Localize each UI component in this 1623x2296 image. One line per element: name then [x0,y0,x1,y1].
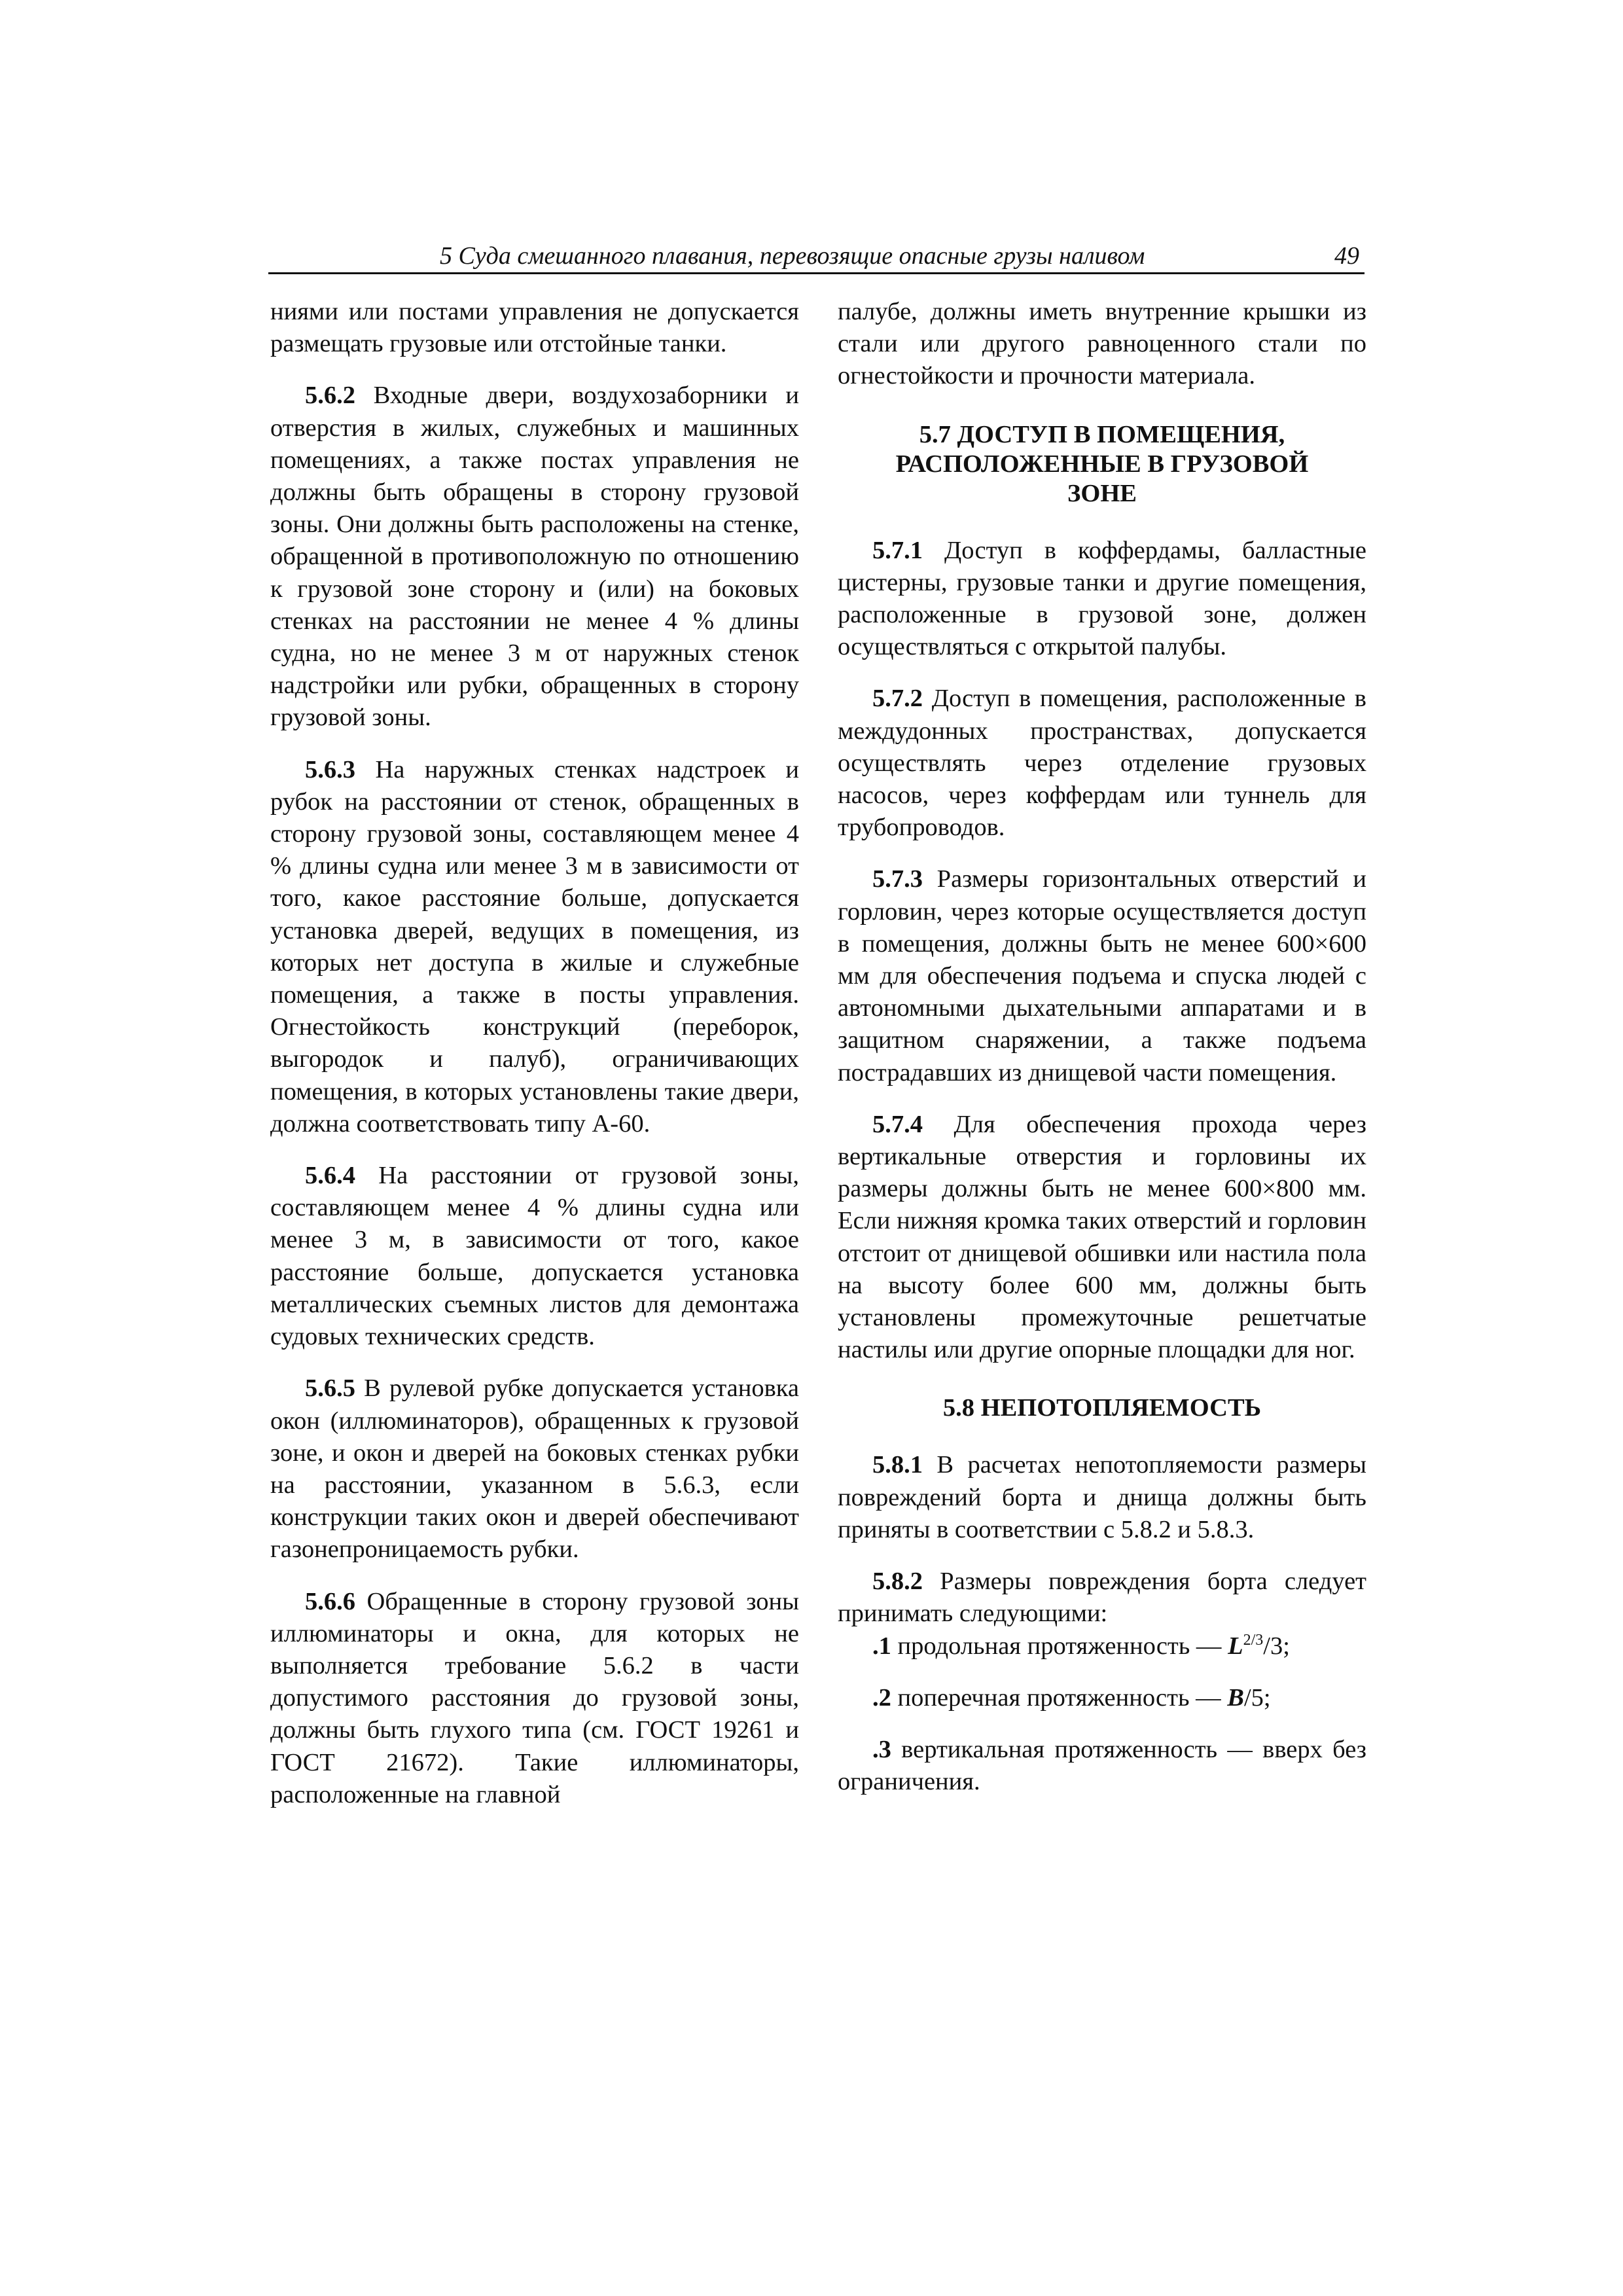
running-header-title: 5 Суда смешанного плавания, перевозящие опасные грузы наливом [440,242,1145,270]
list-item-3 [838,1734,1366,1798]
list-item-text: поперечная протяженность — [891,1683,1228,1712]
exponent: 2/3 [1243,1631,1264,1649]
clause-text: Доступ в помещения, расположенные в междудонных пространствах, допускается осуществлять через отделение грузовых насосов, через коффердам или туннель для трубопроводов. [838,685,1366,842]
list-item-number: .2 [872,1683,891,1712]
clause-text: На наружных стенках надстроек и рубок на расстоянии от стенок, обращенных в сторону грузовой зоны, составляющем менее 4 % длины судна или менее 3 м в зависимости от того, какое расстояние больше, допускается установка дверей, ведущих в помещения, из которых нет доступа в жилые и служебные помещения, а также в посты управления. Огнестойкость конструкций (переборок, выгородок и палуб), ограничивающих помещения, в которых установлены такие двери, должна соответствовать типу А-60. [270,755,799,1138]
clause-5-8-1 [838,1449,1366,1546]
clause-text: На расстоянии от грузовой зоны, составляющем менее 4 % длины судна или менее 3 м, в зависимости от того, какое расстояние больше, допускается установка металлических съемных листов для демонтажа судовых технических средств. [270,1162,799,1351]
clause-5-6-3 [270,754,799,1140]
variable-l: L [1228,1632,1243,1660]
clause-5-7-1 [838,535,1366,664]
list-item-tail: /5; [1243,1683,1271,1712]
clause-5-8-2 [838,1566,1366,1630]
clause-5-6-5 [270,1372,799,1566]
running-header [268,240,1364,274]
paragraph-continuation [838,296,1366,393]
list-item-text: вертикальная протяженность — вверх без ограничения. [838,1735,1366,1796]
left-column [270,296,799,1831]
clause-number: 5.7.1 [872,536,923,564]
paragraph-text: ниями или постами управления не допускается размещать грузовые или отстойные танки. [270,298,799,358]
clause-number: 5.6.2 [305,382,355,410]
list-item-1 [838,1630,1366,1662]
clause-text: В расчетах непотопляемости размеры повреждений борта и днища должны быть приняты в соответствии с 5.8.2 и 5.8.3. [838,1451,1366,1543]
section-heading-5-8: 5.8 НЕПОТОПЛЯЕМОСТЬ [942,1394,1262,1422]
page-number: 49 [1334,242,1359,270]
clause-5-7-4 [838,1109,1366,1367]
clause-number: 5.7.3 [872,865,923,893]
clause-text: Входные двери, воздухозаборники и отверстия в жилых, служебных и машинных помещениях, а также постах управления не должны быть обращены в сторону грузовой зоны. Они должны быть расположены на стенке, обращенной в противоположную по отношению к грузовой зоне сторону и (или) на боковых стенках на расстоянии не менее 4 % длины судна, но не менее 3 м от наружных стенок надстройки или рубки, обращенных в сторону грузовой зоны. [270,382,799,732]
clause-number: 5.6.3 [305,755,355,783]
paragraph-text: палубе, должны иметь внутренние крышки из стали или другого равноценного стали по огнестойкости и прочности материала. [838,298,1366,390]
clause-5-7-2 [838,683,1366,844]
clause-text: Размеры горизонтальных отверстий и горловин, через которые осуществляется доступ в помещения, должны быть не менее 600×600 мм для обеспечения подъема и спуска людей с автономными дыхательными аппаратами и в защитном снаряжении, а также подъема пострадавших из днищевой части помещения. [838,865,1366,1086]
clause-text: Размеры повреждения борта следует принимать следующими: [838,1568,1366,1628]
list-item-text: продольная протяженность — [891,1632,1228,1660]
clause-number: 5.6.6 [305,1587,355,1615]
clause-number: 5.8.2 [872,1568,923,1596]
clause-text: В рулевой рубке допускается установка окон (иллюминаторов), обращенных к грузовой зоне, и окон и дверей на боковых стенках рубки на расстоянии, указанном в 5.6.3, если конструкции таких окон и дверей обеспечивают газонепроницаемость рубки. [270,1374,799,1564]
clause-number: 5.6.5 [305,1374,355,1403]
list-item-tail: /3; [1263,1632,1290,1660]
clause-5-6-2 [270,380,799,734]
clause-number: 5.7.4 [872,1110,923,1138]
clause-number: 5.7.2 [872,685,923,713]
clause-number: 5.8.1 [872,1451,923,1479]
right-column [838,296,1366,1798]
clause-5-7-3 [838,863,1366,1088]
list-item-2 [838,1682,1366,1714]
list-item-number: .1 [872,1632,891,1660]
clause-5-6-4 [270,1160,799,1353]
variable-b: B [1227,1683,1244,1712]
paragraph-continuation [270,296,799,360]
clause-number: 5.6.4 [305,1162,355,1190]
clause-text: Обращенные в сторону грузовой зоны иллюминаторы и окна, для которых не выполняется требование 5.6.2 в части допустимого расстояния до грузовой зоны, должны быть глухого типа (см. ГОСТ 19261 и ГОСТ 21672). Такие иллюминаторы, расположенные на главной [270,1587,799,1808]
clause-5-6-6 [270,1586,799,1811]
section-heading-5-7: 5.7 ДОСТУП В ПОМЕЩЕНИЯ, РАСПОЛОЖЕННЫЕ В ГРУЗОВОЙ ЗОНЕ [895,420,1309,507]
list-item-number: .3 [872,1735,891,1763]
clause-text: Для обеспечения прохода через вертикальные отверстия и горловины их размеры должны быть не менее 600×800 мм. Если нижняя кромка таких отверстий и горловин отстоит от днищевой обшивки или настила пола на высоту более 600 мм, должны быть установлены промежуточные решетчатые настилы или другие опорные площадки для ног. [838,1110,1366,1364]
clause-text: Доступ в коффердамы, балластные цистерны, грузовые танки и другие помещения, расположенные в грузовой зоне, должен осуществляться с открытой палубы. [838,536,1366,661]
